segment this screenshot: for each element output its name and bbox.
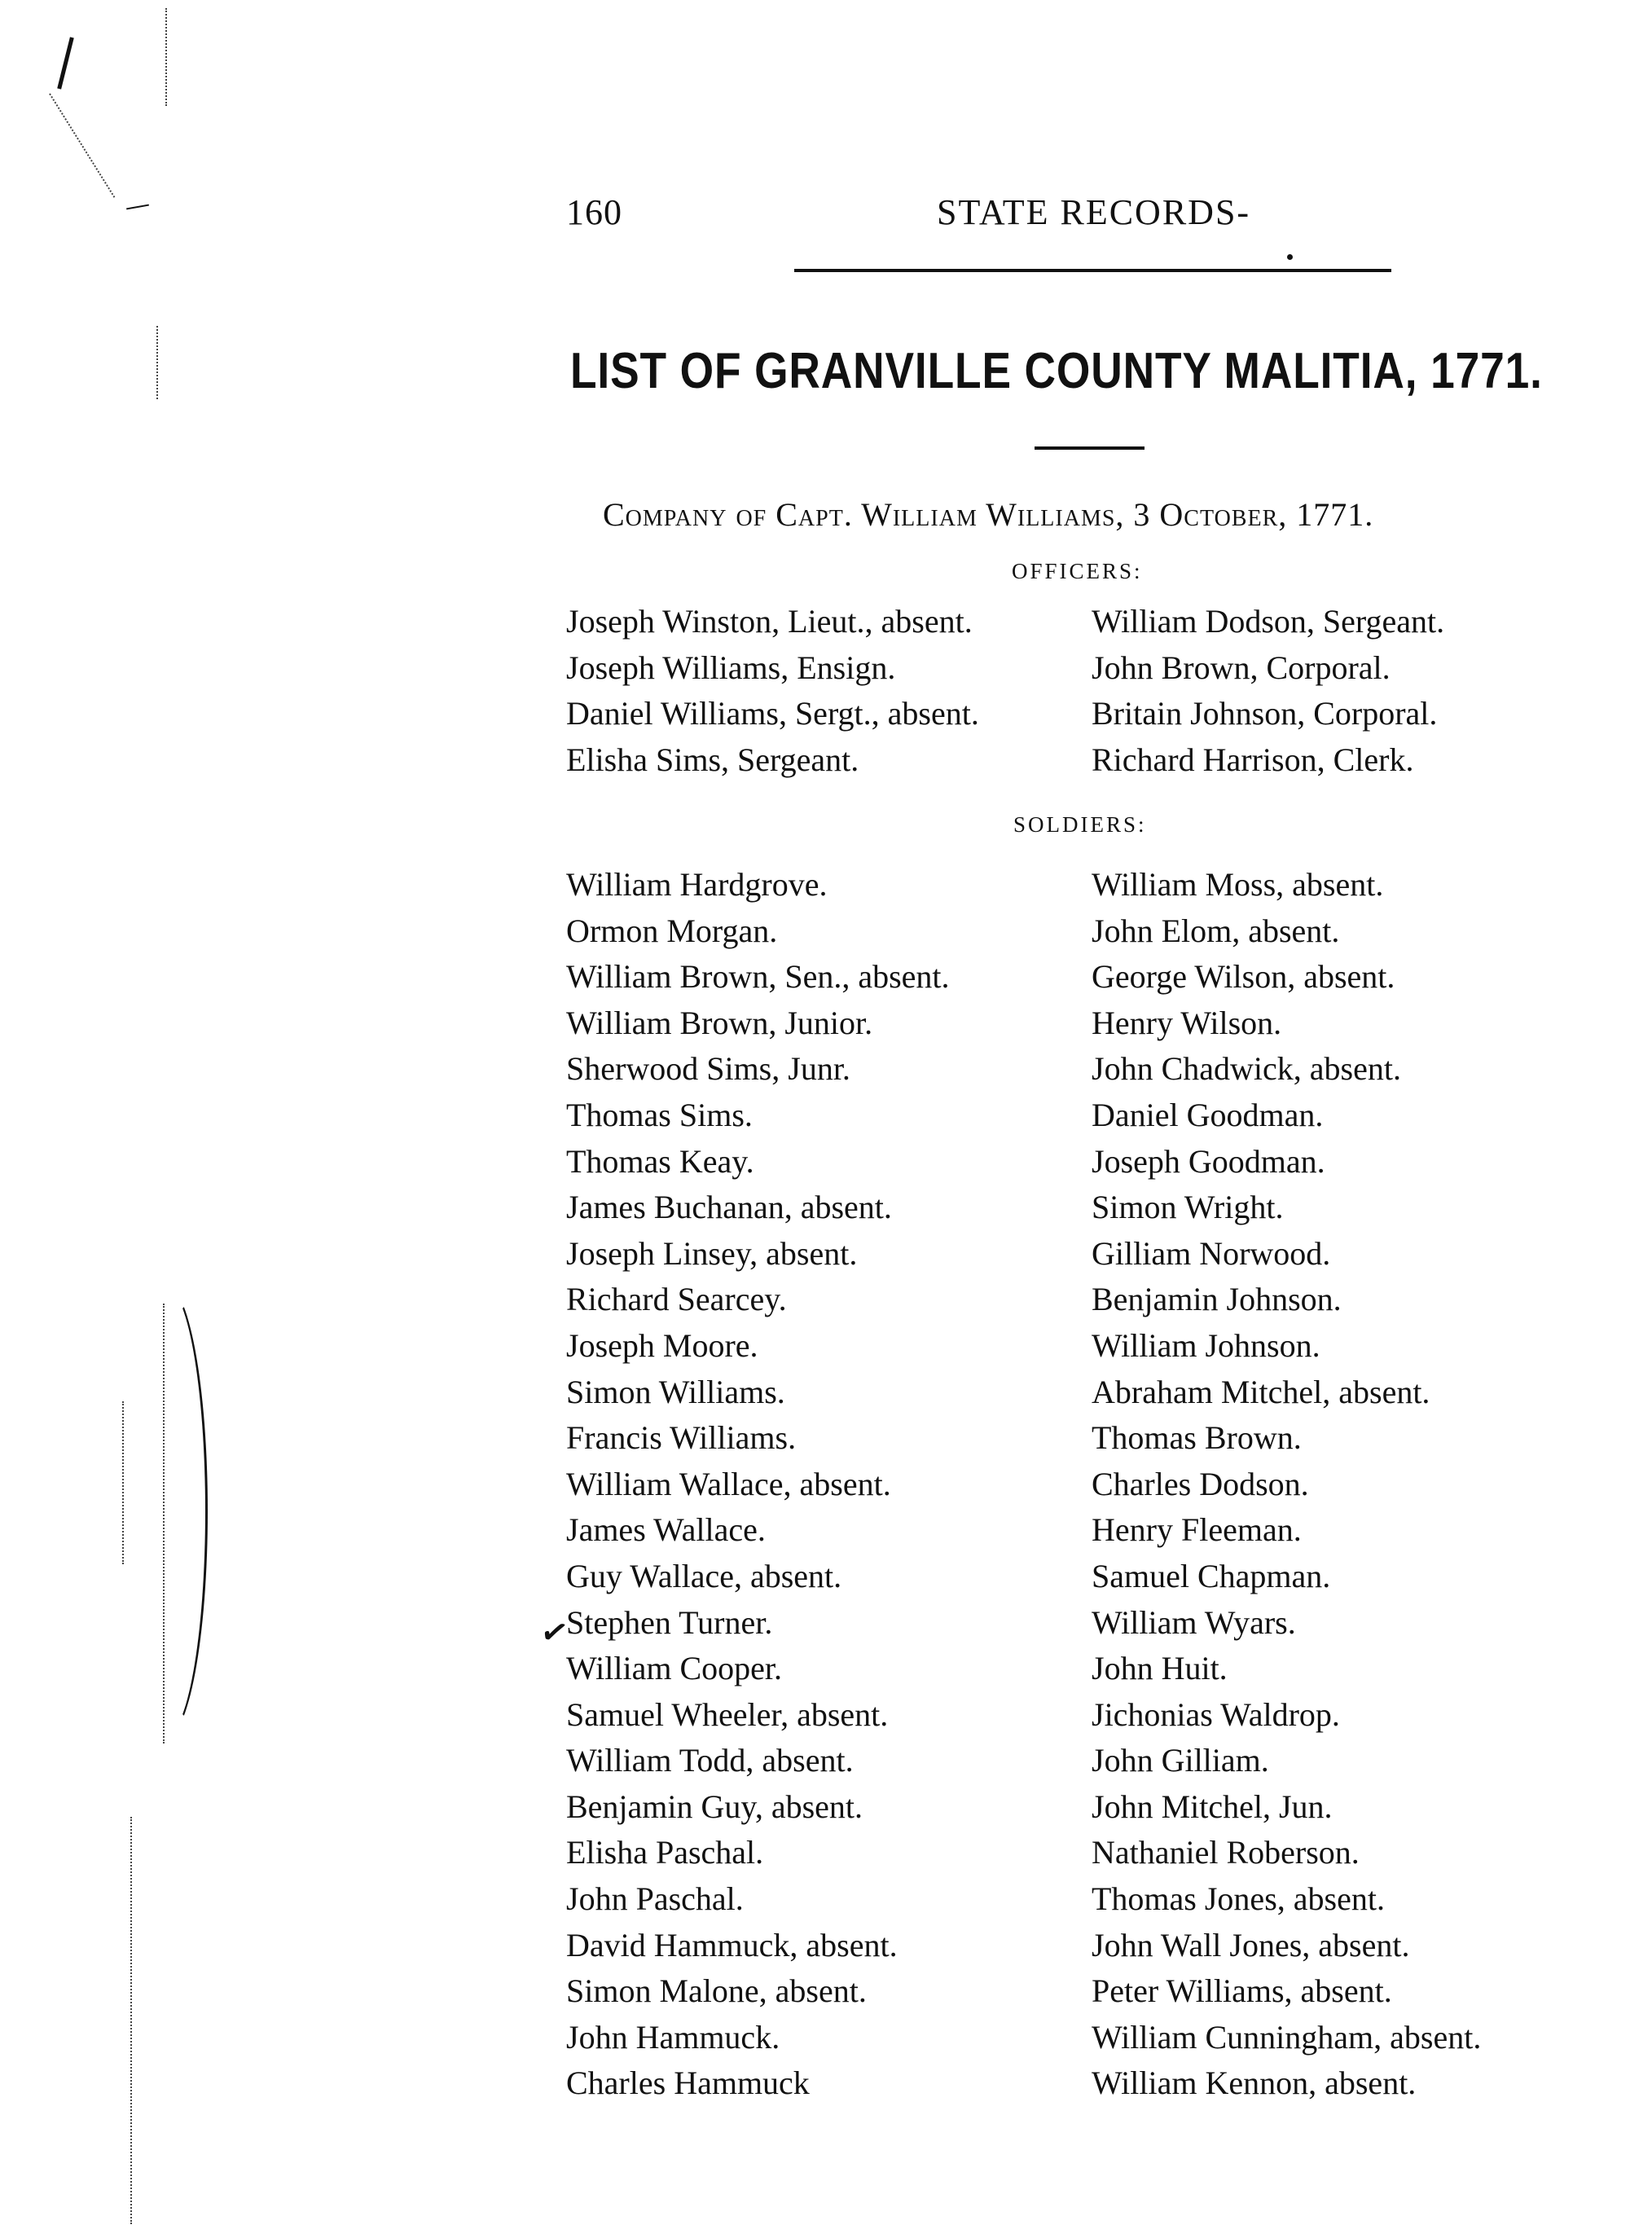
soldier-entry: Henry Fleeman. [1092,1511,1302,1549]
soldier-entry: John Wall Jones, absent. [1092,1926,1410,1963]
check-mark-icon: ✓ [537,1612,572,1653]
print-speck [1287,254,1293,260]
officers-left-column [566,599,979,783]
soldier-entry: George Wilson, absent. [1092,958,1395,996]
soldier-entry: Peter Williams, absent. [1092,1972,1392,2010]
running-title: STATE RECORDS- [937,192,1251,232]
margin-pen-arc [122,1283,208,1739]
soldier-entry: Francis Williams. [566,1419,797,1457]
soldier-entry: William Wallace, absent. [566,1465,891,1502]
soldier-entry: Joseph Linsey, absent. [566,1234,858,1272]
soldier-entry: Henry Wilson. [1092,1004,1282,1041]
soldier-entry: Gilliam Norwood. [1092,1234,1331,1272]
soldier-entry: Thomas Sims. [566,1096,753,1133]
running-head [566,191,1446,240]
soldier-entry: Simon Williams. [566,1373,785,1410]
soldiers-label: SOLDIERS: [1013,812,1147,837]
officers-right-column [1092,599,1444,783]
soldier-entry: James Wallace. [566,1511,766,1549]
soldier-entry: John Paschal. [566,1880,744,1918]
soldier-entry: Simon Malone, absent. [566,1972,867,2010]
soldier-entry: William Cunningham, absent. [1092,2018,1482,2056]
soldier-entry: Thomas Keay. [566,1142,754,1180]
soldier-entry: Stephen Turner. [566,1603,773,1641]
document-title: LIST OF GRANVILLE COUNTY MALITIA, 1771. [570,343,1543,399]
header-rule [794,269,1391,272]
soldier-entry: William Todd, absent. [566,1742,854,1779]
soldier-entry: Simon Wright. [1092,1189,1284,1226]
margin-scan-dots [165,8,167,106]
soldier-entry: Benjamin Guy, absent. [566,1787,863,1825]
soldier-entry: Samuel Chapman. [1092,1557,1331,1594]
soldier-entry: John Huit. [1092,1650,1228,1687]
soldier-entry: David Hammuck, absent. [566,1926,898,1963]
margin-pen-stroke [57,37,74,89]
soldier-entry: William Wyars. [1092,1603,1296,1641]
soldier-entry: Joseph Goodman. [1092,1142,1325,1180]
soldier-entry: Abraham Mitchel, absent. [1092,1373,1430,1410]
soldier-entry: William Hardgrove. [566,866,828,903]
officer-entry: John Brown, Corporal. [1092,649,1391,686]
soldier-entry: Thomas Brown. [1092,1419,1302,1457]
soldier-entry: Sherwood Sims, Junr. [566,1050,850,1088]
soldier-entry: Jichonias Waldrop. [1092,1695,1340,1733]
soldier-entry: John Chadwick, absent. [1092,1050,1401,1088]
soldiers-left-column [566,862,950,2107]
soldier-entry: Nathaniel Roberson. [1092,1834,1360,1871]
officer-entry: Daniel Williams, Sergt., absent. [566,695,979,732]
margin-pen-stroke [126,204,149,210]
soldiers-right-column [1092,862,1481,2107]
soldier-entry: William Kennon, absent. [1092,2065,1417,2102]
officer-entry: Britain Johnson, Corporal. [1092,695,1438,732]
soldier-entry: William Cooper. [566,1650,783,1687]
margin-scan-dots [130,1817,132,2224]
soldier-entry: Elisha Paschal. [566,1834,764,1871]
soldier-entry: William Moss, absent. [1092,866,1384,903]
soldier-entry: Charles Dodson. [1092,1465,1309,1502]
soldier-entry: Benjamin Johnson. [1092,1281,1342,1318]
soldier-entry: Richard Searcey. [566,1281,787,1318]
officer-entry: Joseph Winston, Lieut., absent. [566,603,973,640]
soldier-entry: William Brown, Junior. [566,1004,873,1041]
company-heading: Company of Capt. William Williams, 3 October, 1771. [603,496,1374,533]
page-number: 160 [566,192,622,232]
soldier-entry: Charles Hammuck [566,2065,810,2102]
margin-scan-dots [163,1304,165,1744]
soldier-entry: Samuel Wheeler, absent. [566,1695,889,1733]
soldier-entry: John Elom, absent. [1092,912,1340,949]
margin-scan-dots [156,326,158,399]
soldier-entry: Daniel Goodman. [1092,1096,1324,1133]
soldier-entry: John Hammuck. [566,2018,780,2056]
officer-entry: Richard Harrison, Clerk. [1092,741,1414,778]
soldier-entry: John Mitchel, Jun. [1092,1787,1333,1825]
officer-entry: Joseph Williams, Ensign. [566,649,896,686]
soldier-entry: Thomas Jones, absent. [1092,1880,1385,1918]
margin-scan-dots [49,93,115,197]
soldier-entry: Ormon Morgan. [566,912,778,949]
margin-scan-dots [122,1401,124,1564]
soldier-entry: William Brown, Sen., absent. [566,958,950,996]
soldier-entry: John Gilliam. [1092,1742,1269,1779]
soldier-entry: Guy Wallace, absent. [566,1557,842,1594]
officer-entry: William Dodson, Sergeant. [1092,603,1445,640]
title-rule [1035,446,1145,450]
officers-label: OFFICERS: [1012,559,1143,583]
soldier-entry: James Buchanan, absent. [566,1189,892,1226]
soldier-entry: William Johnson. [1092,1326,1320,1364]
soldier-entry: Joseph Moore. [566,1326,758,1364]
officer-entry: Elisha Sims, Sergeant. [566,741,859,778]
